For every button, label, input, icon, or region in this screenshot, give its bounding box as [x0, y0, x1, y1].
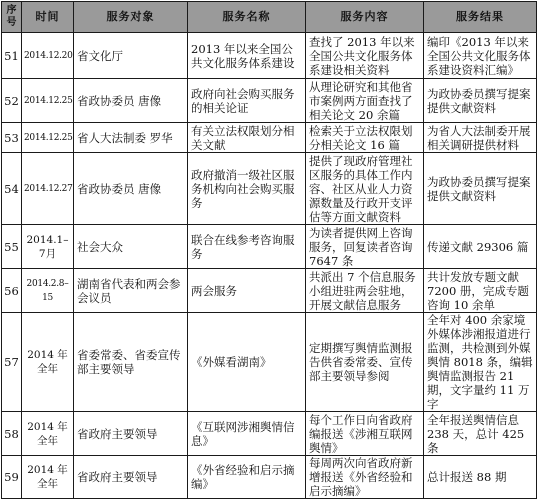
cell-service-content: 查找了 2013 年以来全国公共文化服务体系建设相关资料 [306, 33, 424, 79]
cell-service-result: 全年对 400 余家境外媒体涉湘报道进行监测，共检测到外媒舆情 8018 条，编辑舆情监测报告 21 期，文字量约 11 万字 [424, 313, 537, 412]
table-row [2, 412, 537, 456]
cell-service-content: 提供了现政府管理社区服务的具体工作内容、社区从业人力资源数量及行政开支评估等方面文献资料 [306, 153, 424, 225]
header-seq-line2: 号 [6, 17, 17, 28]
cell-time [22, 313, 74, 412]
cell-seq: 59 [2, 456, 22, 499]
cell-target: 省政府主要领导 [74, 456, 188, 499]
cell-service-content: 每周两次向省政府新增报送《外省经验和启示摘编》 [306, 456, 424, 499]
table-row [2, 123, 537, 153]
cell-seq: 51 [2, 33, 22, 79]
header-target: 服务对象 [74, 2, 188, 33]
cell-target: 省政协委员 唐像 [74, 153, 188, 225]
cell-target: 湖南省代表和两会参会议员 [74, 269, 188, 313]
cell-target: 省文化厅 [74, 33, 188, 79]
cell-target: 省人大法制委 罗华 [74, 123, 188, 153]
cell-service-result: 为政协委员撰写提案提供文献资料 [424, 79, 537, 123]
cell-time: 2014.2.8–15 [22, 269, 74, 313]
cell-service-name: 《互联网涉湘舆情信息》 [188, 412, 306, 456]
cell-time-line2: 7月 [38, 247, 57, 260]
cell-time-line2: 全年 [37, 434, 58, 447]
header-name: 服务名称 [188, 2, 306, 33]
header-seq [2, 2, 22, 33]
cell-seq: 57 [2, 313, 22, 412]
cell-time [22, 225, 74, 269]
cell-time [22, 456, 74, 499]
cell-target: 省政府主要领导 [74, 412, 188, 456]
cell-service-name: 2013 年以来全国公共文化服务体系建设 [188, 33, 306, 79]
header-seq-line1: 序 [6, 5, 17, 16]
cell-service-content: 为读者提供网上咨询服务，回复读者咨询7647 条 [306, 225, 424, 269]
cell-seq: 58 [2, 412, 22, 456]
cell-time-line2: 全年 [37, 478, 58, 490]
cell-service-name: 政府向社会购买服务的相关论证 [188, 79, 306, 123]
cell-service-content: 检索关于立法权限划分相关论文 16 篇 [306, 123, 424, 153]
cell-time-line1: 2014 年 [27, 349, 68, 361]
cell-seq: 52 [2, 79, 22, 123]
cell-time-line1: 2014 年 [27, 420, 68, 433]
cell-service-name: 两会服务 [188, 269, 306, 313]
cell-service-result: 为政协委员撰写提案提供文献资料 [424, 153, 537, 225]
cell-time [22, 412, 74, 456]
cell-time-line1: 2014.1– [26, 233, 69, 246]
header-time: 时间 [22, 2, 74, 33]
cell-time: 2014.12.25 [22, 79, 74, 123]
cell-service-result: 传递文献 29306 篇 [424, 225, 537, 269]
table-row [2, 33, 537, 79]
header-content: 服务内容 [306, 2, 424, 33]
cell-service-content: 从理论研究和其他省市案例两方面查找了相关论文 20 余篇 [306, 79, 424, 123]
table-row [2, 153, 537, 225]
cell-service-content: 共派出 7 个信息服务小组进驻两会驻地，开展文献信息服务 [306, 269, 424, 313]
cell-seq: 55 [2, 225, 22, 269]
cell-service-name: 《外媒看湖南》 [188, 313, 306, 412]
cell-seq: 56 [2, 269, 22, 313]
table-row [2, 313, 537, 412]
cell-service-result: 共计发放专题文献7200 册，完成专题咨询 10 余单 [424, 269, 537, 313]
table-row [2, 79, 537, 123]
cell-time: 2014.12.25 [22, 123, 74, 153]
cell-service-result: 全年报送舆情信息238 天，总计 425 条 [424, 412, 537, 456]
table-row [2, 225, 537, 269]
cell-time: 2014.12.20 [22, 33, 74, 79]
cell-target: 省政协委员 唐像 [74, 79, 188, 123]
cell-time-line1: 2014 年 [27, 464, 68, 476]
cell-target: 省委常委、省委宣传部主要领导 [74, 313, 188, 412]
cell-service-result: 编印《2013 年以来全国公共文化服务体系建设资料汇编》 [424, 33, 537, 79]
table-row [2, 456, 537, 499]
cell-service-content: 定期撰写舆情监测报告供省委常委、宣传部主要领导参阅 [306, 313, 424, 412]
cell-service-result: 总计报送 88 期 [424, 456, 537, 499]
header-result: 服务结果 [424, 2, 537, 33]
cell-time-line2: 全年 [37, 363, 58, 375]
cell-seq: 53 [2, 123, 22, 153]
services-table [1, 1, 537, 499]
cell-seq: 54 [2, 153, 22, 225]
cell-service-name: 联合在线参考咨询服务 [188, 225, 306, 269]
cell-service-result: 为省人大法制委开展相关调研提供材料 [424, 123, 537, 153]
cell-time: 2014.12.27 [22, 153, 74, 225]
cell-service-content: 每个工作日向省政府编报送《涉湘互联网舆情》 [306, 412, 424, 456]
cell-service-name: 政府撤消一级社区服务机构向社会购买服务 [188, 153, 306, 225]
header-row [2, 2, 537, 33]
cell-target: 社会大众 [74, 225, 188, 269]
cell-service-name: 《外省经验和启示摘编》 [188, 456, 306, 499]
table-row [2, 269, 537, 313]
cell-service-name: 有关立法权限划分相关文献 [188, 123, 306, 153]
